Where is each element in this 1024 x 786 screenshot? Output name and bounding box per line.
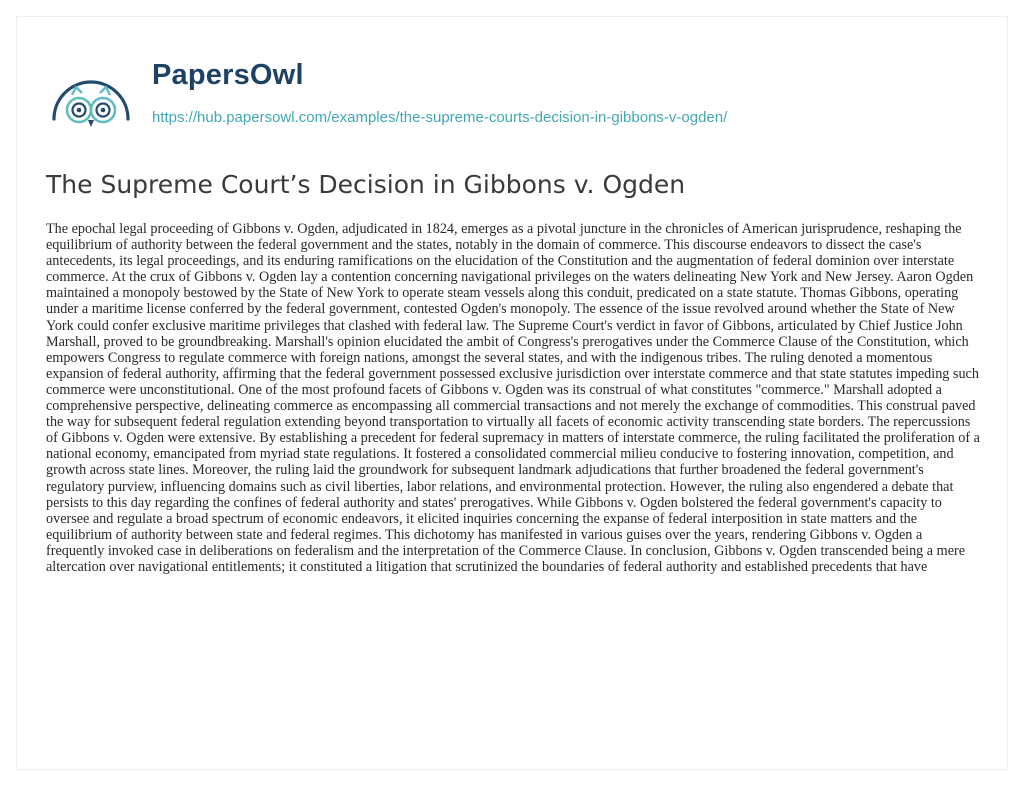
- source-url[interactable]: https://hub.papersowl.com/examples/the-supreme-courts-decision-in-gibbons-v-ogden/: [152, 109, 728, 126]
- document-body: The epochal legal proceeding of Gibbons v. Ogden, adjudicated in 1824, emerges as a pivotal juncture in the chronicles of American jurisprudence, reshaping the equilibrium of authority between the federal government and the states, notably in the domain of commerce. This discourse endeavors to dissect the case's antecedents, its legal proceedings, and its enduring ramifications on the elucidation of the Constitution and the augmentation of federal dominion over interstate commerce. At the crux of Gibbons v. Ogden lay a contention concerning navigational privileges on the waters delineating New York and New Jersey. Aaron Ogden maintained a monopoly bestowed by the State of New York to operate steam vessels along this conduit, predicated on a state statute. Thomas Gibbons, operating under a maritime license conferred by the federal government, contested Ogden's monopoly. The essence of the issue revolved around whether the State of New York could confer exclusive maritime privileges that clashed with federal law. The Supreme Court's verdict in favor of Gibbons, articulated by Chief Justice John Marshall, proved to be groundbreaking. Marshall's opinion elucidated the ambit of Congress's prerogatives under the Commerce Clause of the Constitution, which empowers Congress to regulate commerce with foreign nations, amongst the several states, and with the indigenous tribes. The ruling denoted a momentous expansion of federal authority, affirming that the federal government possessed exclusive jurisdiction over interstate commerce and that state statutes impeding such commerce were unconstitutional. One of the most profound facets of Gibbons v. Ogden was its construal of what constitutes "commerce." Marshall adopted a comprehensive perspective, delineating commerce as encompassing all commercial transactions and not merely the exchange of commodities. This construal paved the way for subsequent federal regulation extending beyond transportation to virtually all facets of economic activity transcending state borders. The repercussions of Gibbons v. Ogden were extensive. By establishing a precedent for federal supremacy in matters of interstate commerce, the ruling facilitated the proliferation of a national economy, emancipated from myriad state regulations. It fostered a consolidated commercial milieu conducive to fostering innovation, competition, and growth across state lines. Moreover, the ruling laid the groundwork for subsequent landmark adjudications that further broadened the federal government's regulatory purview, influencing domains such as civil liberties, labor relations, and environmental protection. However, the ruling also engendered a debate that persists to this day regarding the confines of federal authority and states' prerogatives. While Gibbons v. Ogden bolstered the federal government's capacity to oversee and regulate a broad spectrum of economic endeavors, it elicited inquiries concerning the expanse of federal interposition in state matters and the equilibrium of authority between state and federal regimes. This dichotomy has manifested in various guises over the years, rendering Gibbons v. Ogden a frequently invoked case in deliberations on federalism and the interpretation of the Commerce Clause. In conclusion, Gibbons v. Ogden transcended being a mere altercation over navigational entitlements; it constituted a litigation that scrutinized the boundaries of federal authority and established precedents that have: [46, 221, 980, 575]
- brand-name: PapersOwl: [152, 59, 304, 91]
- header: [46, 57, 946, 147]
- document-title: The Supreme Court’s Decision in Gibbons v. Ogden: [46, 170, 686, 199]
- owl-logo-icon: [46, 65, 136, 145]
